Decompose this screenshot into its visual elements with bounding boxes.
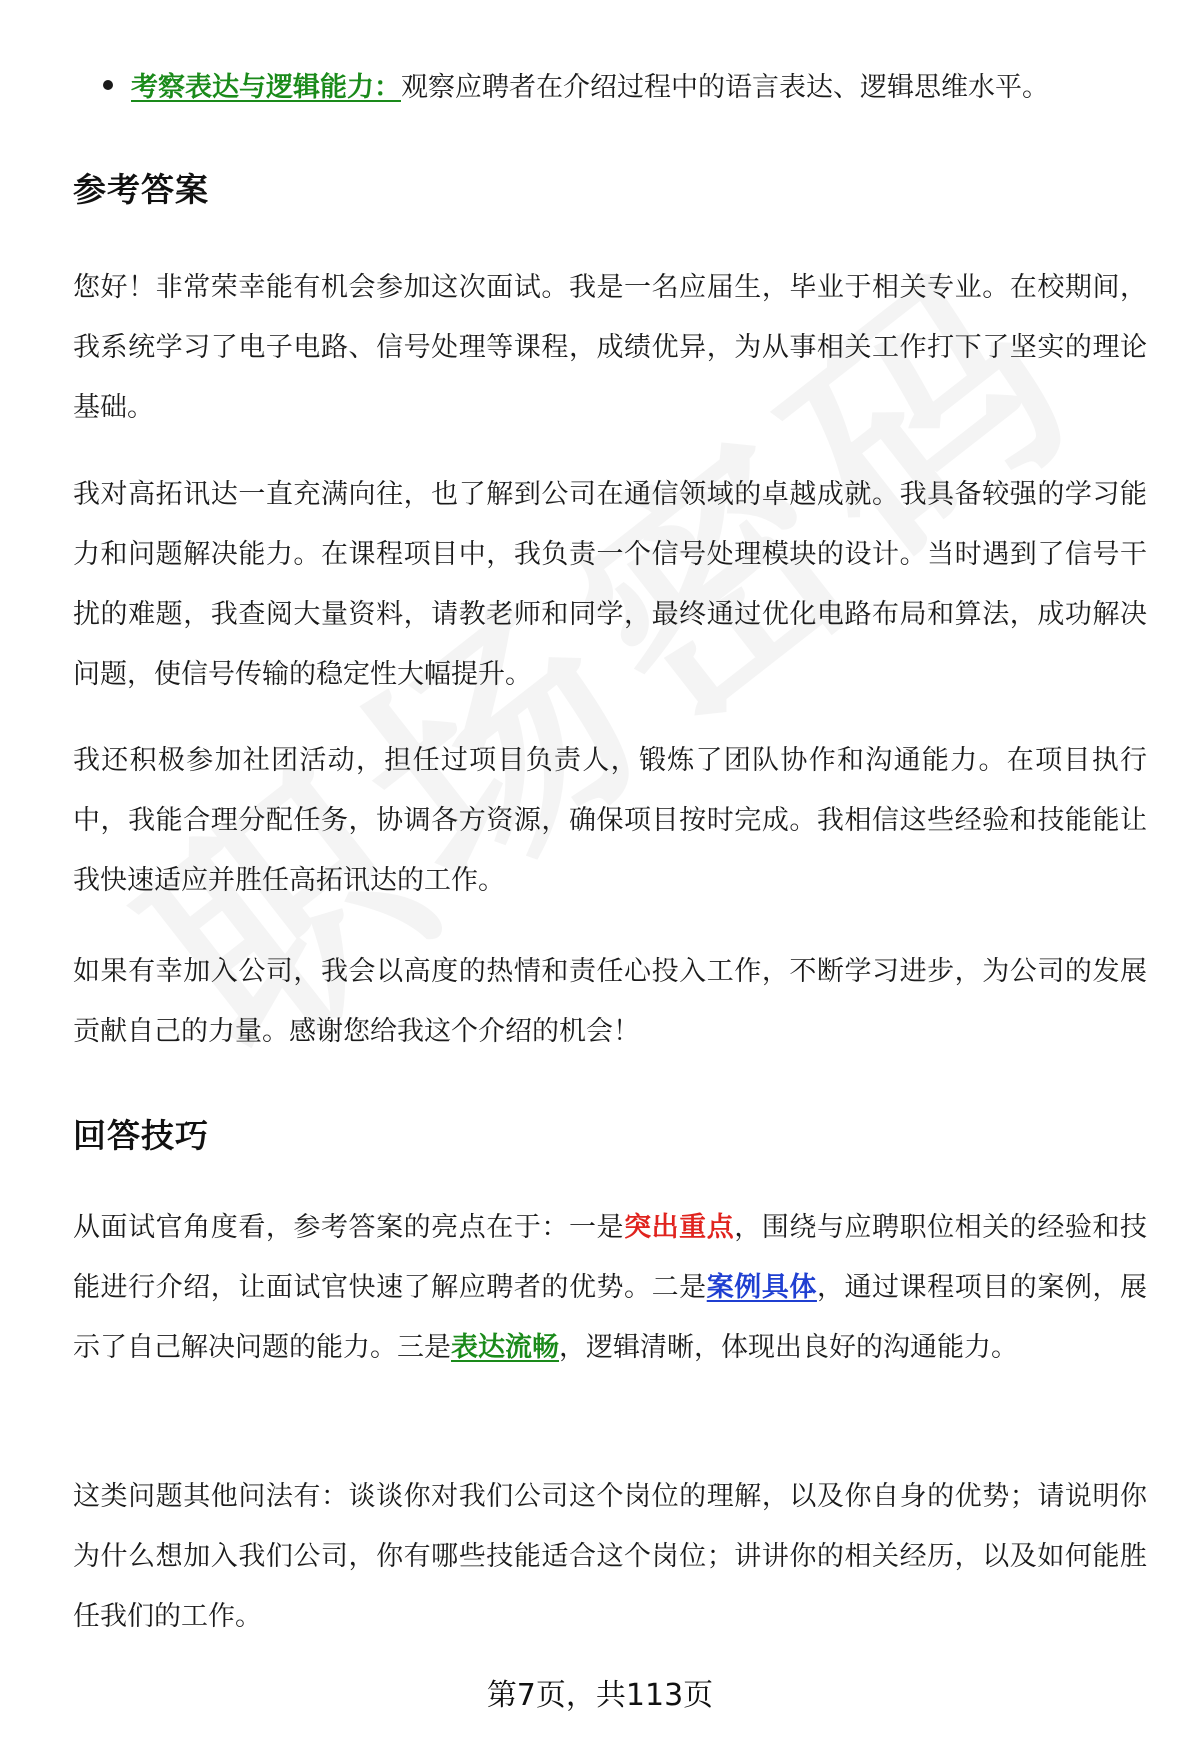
bullet-item — [73, 66, 1147, 110]
tips-text-a: 从面试官角度看，参考答案的亮点在于：一是 — [73, 1212, 625, 1243]
section-title-answer: 参考答案 — [73, 170, 209, 209]
tips-paragraph-2: 这类问题其他问法有：谈谈你对我们公司这个岗位的理解，以及你自身的优势；请说明你为什么想加入我们公司，你有哪些技能适合这个岗位；讲讲你的相关经历，以及如何能胜任我们的工作。 — [73, 1481, 1147, 1632]
highlight-key-point: 突出重点 — [624, 1212, 735, 1243]
bullet-text: 观察应聘者在介绍过程中的语言表达、逻辑思维水平。 — [401, 72, 1049, 103]
answer-paragraph-4: 如果有幸加入公司，我会以高度的热情和责任心投入工作，不断学习进步，为公司的发展贡献自己的力量。感谢您给我这个介绍的机会！ — [73, 956, 1147, 1047]
section-title-tips: 回答技巧 — [73, 1116, 209, 1155]
tips-text-c: ，通过课程项目的案例，展示了自己解决问题的能力。三是 — [73, 1272, 1148, 1363]
answer-paragraph-1: 您好！非常荣幸能有机会参加这次面试。我是一名应届生，毕业于相关专业。在校期间，我系统学习了电子电路、信号处理等课程，成绩优异，为从事相关工作打下了坚实的理论基础。 — [73, 272, 1147, 423]
highlight-concrete-case: 案例具体 — [706, 1272, 817, 1303]
answer-paragraph-3: 我还积极参加社团活动，担任过项目负责人，锻炼了团队协作和沟通能力。在项目执行中，我能合理分配任务，协调各方资源，确保项目按时完成。我相信这些经验和技能能让我快速适应并胜任高拓讯达的工作。 — [73, 745, 1147, 896]
answer-paragraph-2: 我对高拓讯达一直充满向往，也了解到公司在通信领域的卓越成就。我具备较强的学习能力和问题解决能力。在课程项目中，我负责一个信号处理模块的设计。当时遇到了信号干扰的难题，我查阅大量资料，请教老师和同学，最终通过优化电路布局和算法，成功解决问题，使信号传输的稳定性大幅提升。 — [73, 479, 1147, 690]
tips-paragraph-1 — [73, 1198, 1147, 1378]
bullet-key-label: 考察表达与逻辑能力： — [131, 72, 401, 103]
tips-text-d: ，逻辑清晰，体现出良好的沟通能力。 — [559, 1332, 1018, 1363]
page-number: 第7页，共113页 — [486, 1678, 714, 1713]
bullet-dot-icon — [103, 80, 113, 90]
tips-text-b: ，围绕与应聘职位相关的经验和技能进行介绍，让面试官快速了解应聘者的优势。二是 — [73, 1212, 1148, 1303]
highlight-fluent-expression: 表达流畅 — [451, 1332, 559, 1363]
